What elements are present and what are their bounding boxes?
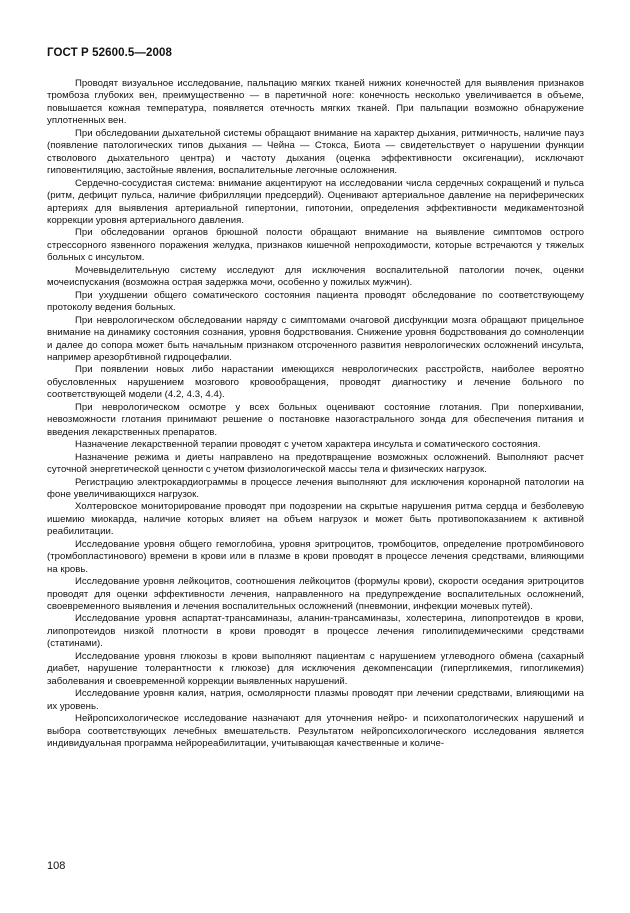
paragraph: Нейропсихологическое исследование назначают для уточнения нейро- и психопатологических нарушений и выбора соответствующих лечебных вмешательств. Результатом нейропсихологического исследования является индивидуальная программа нейрореабилитации, учитывающая качественные и количе- bbox=[47, 713, 584, 750]
paragraph: Исследование уровня калия, натрия, осмолярности плазмы проводят при лечении средствами, влияющими на их уровень. bbox=[47, 688, 584, 712]
paragraph: Сердечно-сосудистая система: внимание акцентируют на исследовании числа сердечных сокращений и пульса (ритм, дефицит пульса, наличие фибрилляции предсердий). Оценивают артериальное давление на периферических артериях для выявления артериальной гипертонии, гипотонии, определения эффективности медикаментозной коррекции уровня артериального давления. bbox=[47, 177, 584, 226]
document-header: ГОСТ Р 52600.5—2008 bbox=[47, 47, 172, 59]
paragraph: Назначение лекарственной терапии проводят с учетом характера инсульта и соматического состояния. bbox=[75, 439, 541, 451]
paragraph: Мочевыделительную систему исследуют для исключения воспалительной патологии почек, оценки мочеиспускания (возможна острая задержка мочи, особенно у пожилых мужчин). bbox=[47, 264, 584, 289]
paragraph: При ухудшении общего соматического состояния пациента проводят обследование по соответствующему протоколу ведения больных. bbox=[47, 289, 584, 314]
paragraph: При неврологическом обследовании наряду с симптомами очаговой дисфункции мозга обращают прицельное внимание на динамику состояния сознания, уровня бодрствования. Снижение уровня бодрствования до сомноленции и далее до сопора может быть начальным признаком отсроченного развития неврологических осложнений инсульта, например арезорбтивной гидроцефалии. bbox=[47, 314, 584, 363]
page-number: 108 bbox=[47, 860, 66, 872]
paragraph: Назначение режима и диеты направлено на предотвращение возможных осложнений. Выполняют расчет суточной энергетической ценности с учетом физиологической массы тела и физических нагрузок. bbox=[47, 451, 584, 476]
paragraph: Исследование уровня лейкоцитов, соотношения лейкоцитов (формулы крови), скорости оседания эритроцитов проводят для оценки эффективности лечения, направленного на предупреждение воспалительных осложнений, своевременного выявления и лечения воспалительных осложнений (пневмонии, инфекции мочевых путей). bbox=[47, 576, 584, 613]
paragraph: Проводят визуальное исследование, пальпацию мягких тканей нижних конечностей для выявления признаков тромбоза глубоких вен, преимущественно — в паретичной ноге: конечность несколько увеличивается в объеме, повышается кожная температура, появляется отечность мягких тканей. При пальпации возможно обнаружение уплотненных вен. bbox=[47, 78, 584, 127]
paragraph: При появлении новых либо нарастании имеющихся неврологических расстройств, наиболее вероятно обусловленных нарушением мозгового кровообращения, проводят диагностику и лечение больного по соответствующей модели (4.2, 4.3, 4.4). bbox=[47, 364, 584, 401]
paragraph: Исследование уровня глюкозы в крови выполняют пациентам с нарушением углеводного обмена (сахарный диабет, нарушение толерантности к глюкозе) для исключения декомпенсации (гипергликемия, гипогликемия) заболевания и своевременной коррекции выявленных нарушений. bbox=[47, 650, 584, 687]
paragraph: При неврологическом осмотре у всех больных оценивают состояние глотания. При поперхивании, невозможности глотания принимают решение о постановке назогастрального зонда для обеспечения питания и введения лекарственных препаратов. bbox=[47, 401, 584, 438]
paragraph: Исследование уровня аспартат-трансаминазы, аланин-трансаминазы, холестерина, липопротеидов в крови, липопротеидов низкой плотности в крови проводят в процессе лечения гиполипидемическими средствами (статинами). bbox=[47, 613, 584, 650]
paragraph: Холтеровское мониторирование проводят при подозрении на скрытые нарушения ритма сердца и безболевую ишемию миокарда, наличие которых влияет на объем нагрузок и может быть противопоказанием к активной реабилитации. bbox=[47, 501, 584, 538]
paragraph: При обследовании дыхательной системы обращают внимание на характер дыхания, ритмичность, наличие пауз (появление патологических типов дыхания — Чейна — Стокса, Биота — свидетельствует о нарушении функции стволового дыхательного центра) и частоту дыхания (оценка эффективности оксигенации), исключают гиповентиляцию, застойные явления, воспалительные легочные осложнения. bbox=[47, 127, 584, 177]
paragraph: Исследование уровня общего гемоглобина, уровня эритроцитов, тромбоцитов, определение протромбинового (тромбопластинового) времени в крови или в плазме в крови проводят в процессе лечения средствами, влияющими на кровь. bbox=[47, 538, 584, 575]
paragraph: Регистрацию электрокардиограммы в процессе лечения выполняют для исключения коронарной патологии на фоне увеличивающихся нагрузок. bbox=[47, 476, 584, 500]
paragraph: При обследовании органов брюшной полости обращают внимание на выявление симптомов острого стрессорного язвенного поражения желудка, признаков кишечной непроходимости, которые встречаются у тяжелых больных с инсультом. bbox=[47, 227, 584, 264]
document-body bbox=[47, 78, 584, 750]
